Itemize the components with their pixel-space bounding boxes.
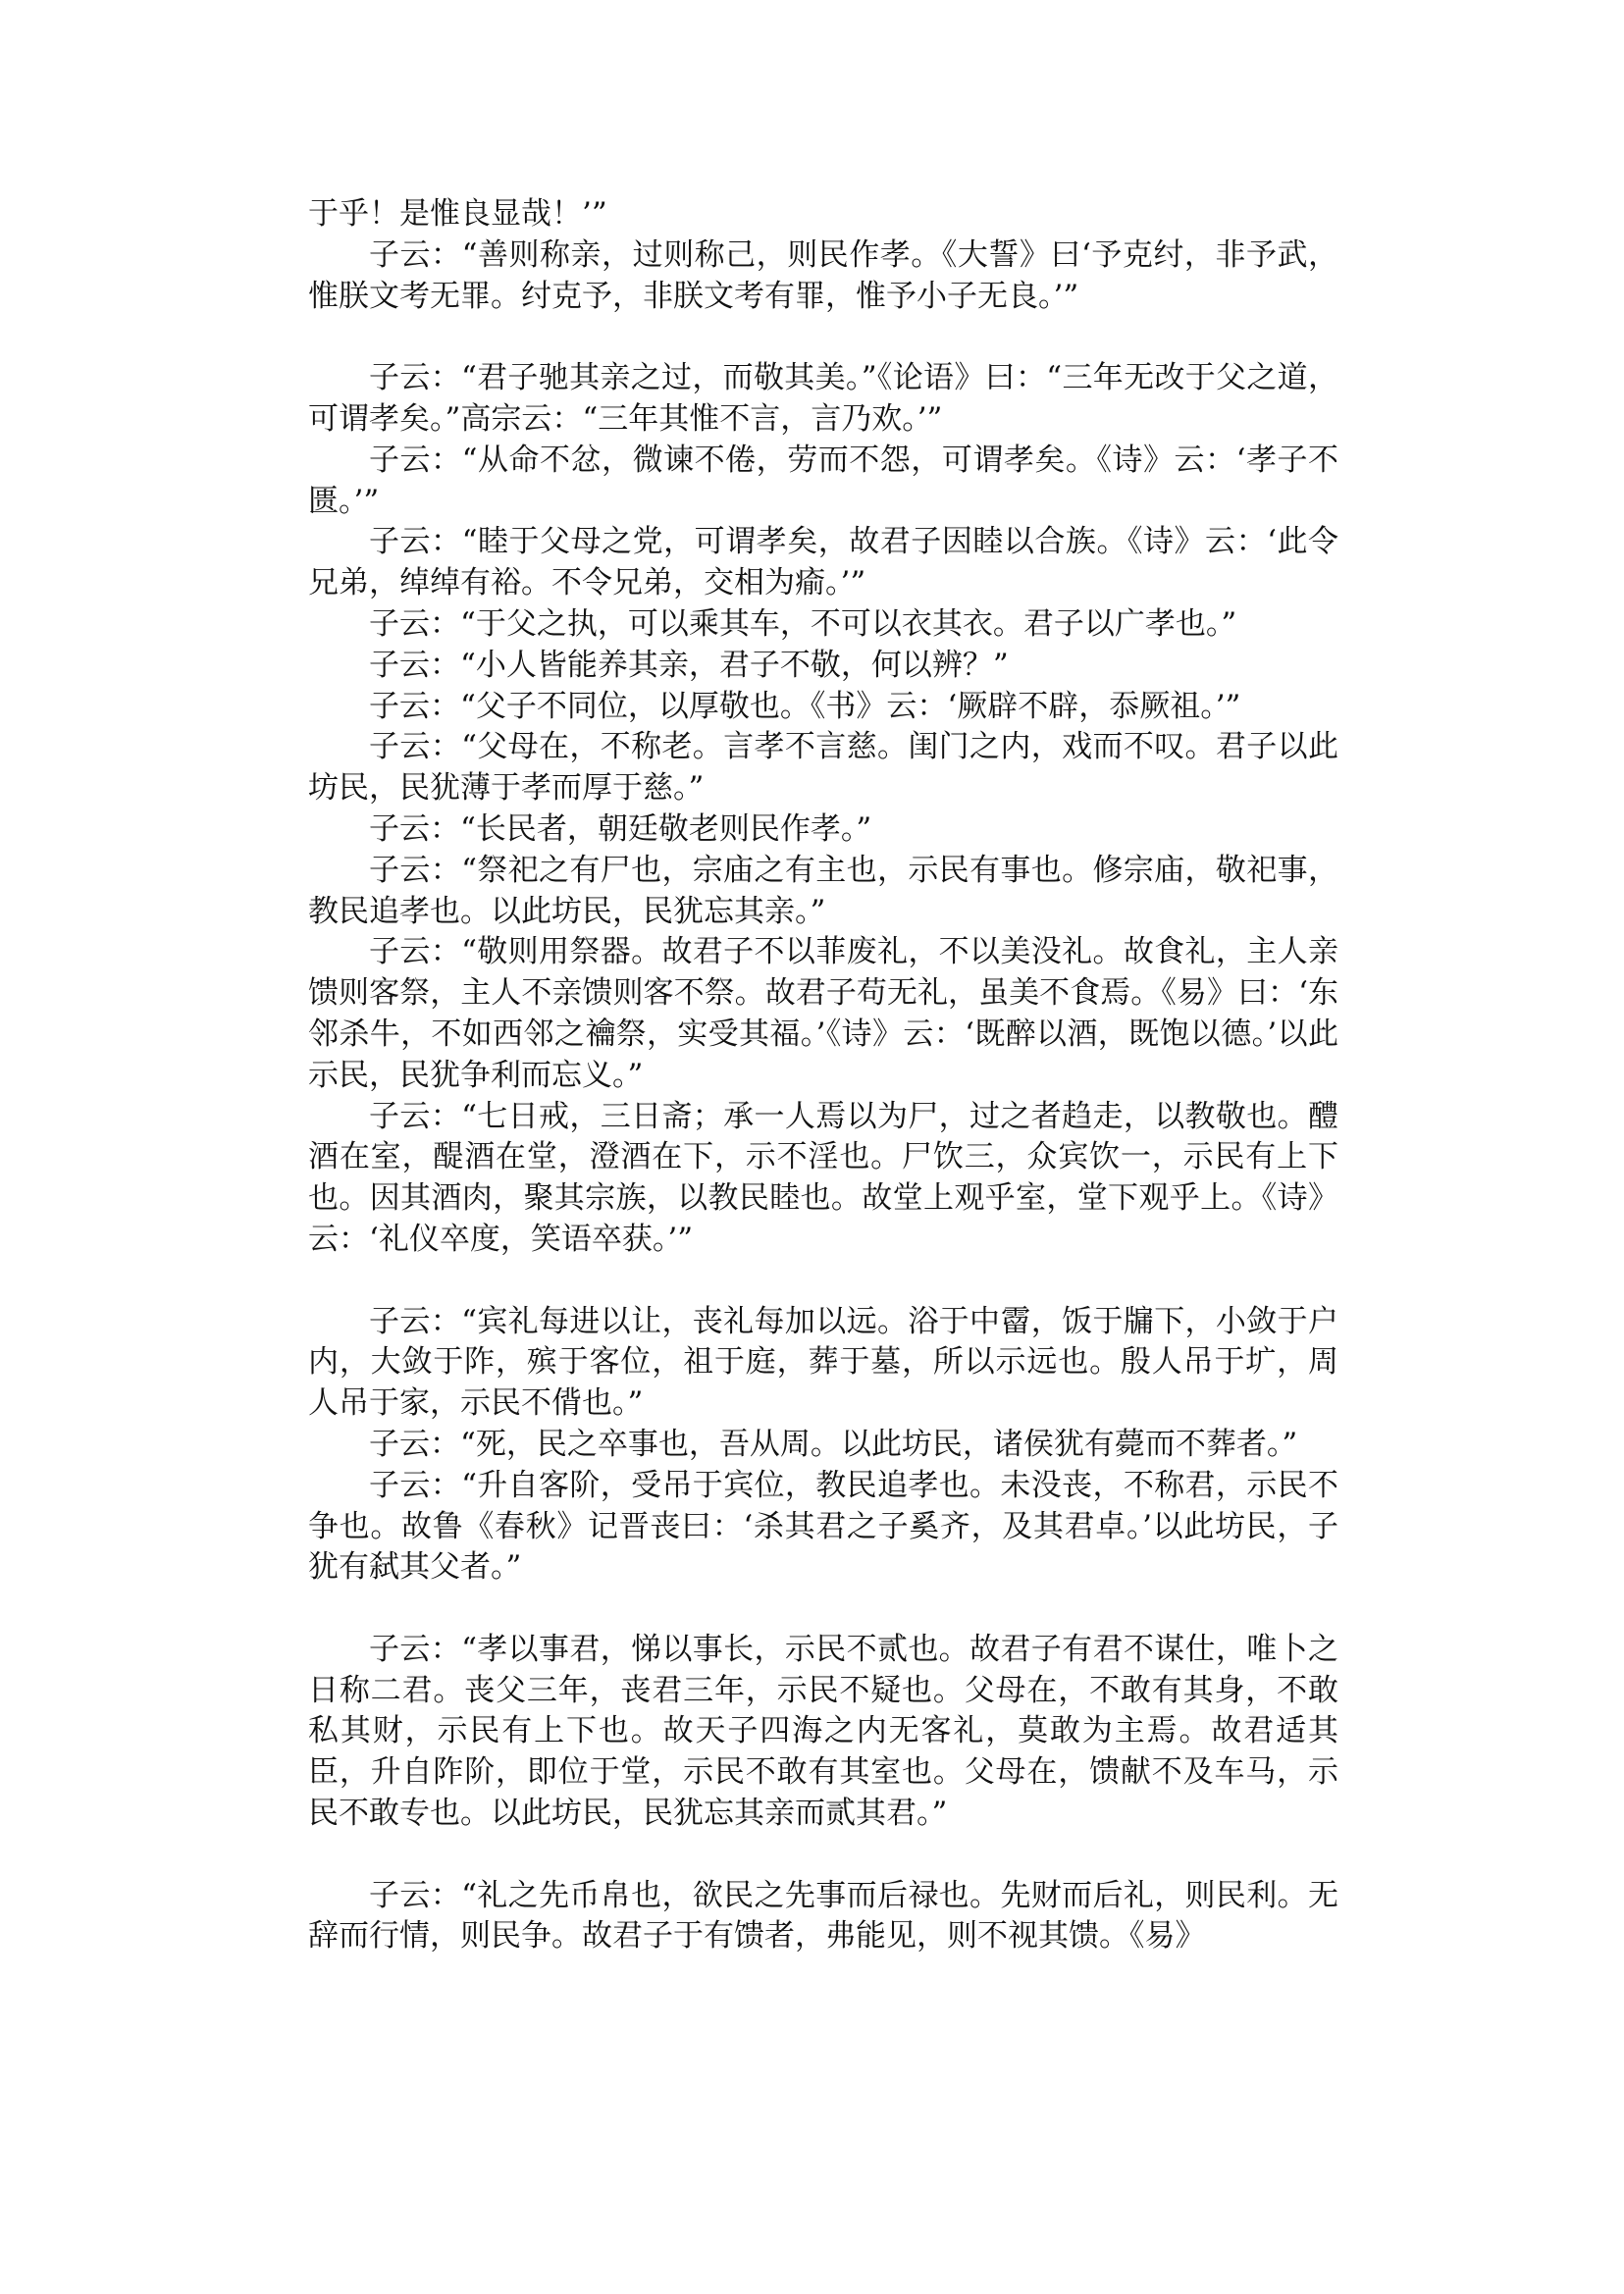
paragraph: 子云：“君子驰其亲之过，而敬其美。”《论语》曰：“三年无改于父之道，可谓孝矣。”高宗云：“三年其惟不言，言乃欢。’” [308,360,1338,437]
paragraph: 子云：“睦于父母之党，可谓孝矣，故君子因睦以合族。《诗》云：‘此令兄弟，绰绰有裕。不令兄弟，交相为瘉。’” [308,524,1338,601]
paragraph: 子云：“升自客阶，受吊于宾位，教民追孝也。未没丧，不称君，示民不争也。故鲁《春秋》记晋丧曰：‘杀其君之子奚齐，及其君卓。’以此坊民，子犹有弑其父者。” [308,1467,1338,1586]
paragraph: 子云：“于父之执，可以乘其车，不可以衣其衣。君子以广孝也。” [369,605,1237,642]
paragraph: 子云：“长民者，朝廷敬老则民作孝。” [369,810,872,847]
paragraph: 子云：“善则称亲，过则称己，则民作孝。《大誓》曰‘予克纣，非予武，惟朕文考无罪。纣克予，非朕文考有罪，惟予小子无良。’” [308,236,1338,314]
paragraph: 子云：“死，民之卒事也，吾从周。以此坊民，诸侯犹有薨而不葬者。” [369,1426,1298,1462]
paragraph: 子云：“敬则用祭器。故君子不以菲废礼，不以美没礼。故食礼，主人亲馈则客祭，主人不亲馈则客不祭。故君子苟无礼，虽美不食焉。《易》曰：‘东邻杀牛，不如西邻之禴祭，实受其福。’《诗》云：‘既醉以酒，既饱以德。’以此示民，民犹争利而忘义。” [308,934,1338,1093]
paragraph: 子云：“祭祀之有尸也，宗庙之有主也，示民有事也。修宗庙，敬祀事，教民追孝也。以此坊民，民犹忘其亲。” [308,852,1338,929]
paragraph: 子云：“父子不同位，以厚敬也。《书》云：‘厥辟不辟，忝厥祖。’” [369,688,1241,724]
paragraph: 子云：“小人皆能养其亲，君子不敬，何以辨？” [369,647,1009,683]
paragraph: 子云：“七日戒，三日斋；承一人焉以为尸，过之者趋走，以教敬也。醴酒在室，醍酒在堂，澄酒在下，示不淫也。尸饮三，众宾饮一，示民有上下也。因其酒肉，聚其宗族，以教民睦也。故堂上观乎室，堂下观乎上。《诗》云：‘礼仪卒度，笑语卒获。’” [308,1098,1338,1257]
paragraph: 子云：“孝以事君，悌以事长，示民不贰也。故君子有君不谋仕，唯卜之日称二君。丧父三年，丧君三年，示民不疑也。父母在，不敢有其身，不敢私其财，示民有上下也。故天子四海之内无客礼，莫敢为主焉。故君适其臣，升自阼阶，即位于堂，示民不敢有其室也。父母在，馈献不及车马，示民不敢专也。以此坊民，民犹忘其亲而贰其君。” [308,1631,1338,1832]
paragraph: 子云：“从命不忿，微谏不倦，劳而不怨，可谓孝矣。《诗》云：‘孝子不匮。’” [308,442,1338,519]
document-page [308,194,1338,1957]
paragraph: 子云：“礼之先币帛也，欲民之先事而后禄也。先财而后礼，则民利。无辞而行情，则民争。故君子于有馈者，弗能见，则不视其馈。《易》 [308,1877,1338,1955]
paragraph: 于乎！是惟良显哉！’” [308,196,607,232]
paragraph: 子云：“父母在，不称老。言孝不言慈。闺门之内，戏而不叹。君子以此坊民，民犹薄于孝而厚于慈。” [308,729,1338,807]
paragraph: 子云：“宾礼每进以让，丧礼每加以远。浴于中霤，饭于牖下，小敛于户内，大敛于阼，殡于客位，祖于庭，葬于墓，所以示远也。殷人吊于圹，周人吊于家，示民不偝也。” [308,1303,1338,1422]
